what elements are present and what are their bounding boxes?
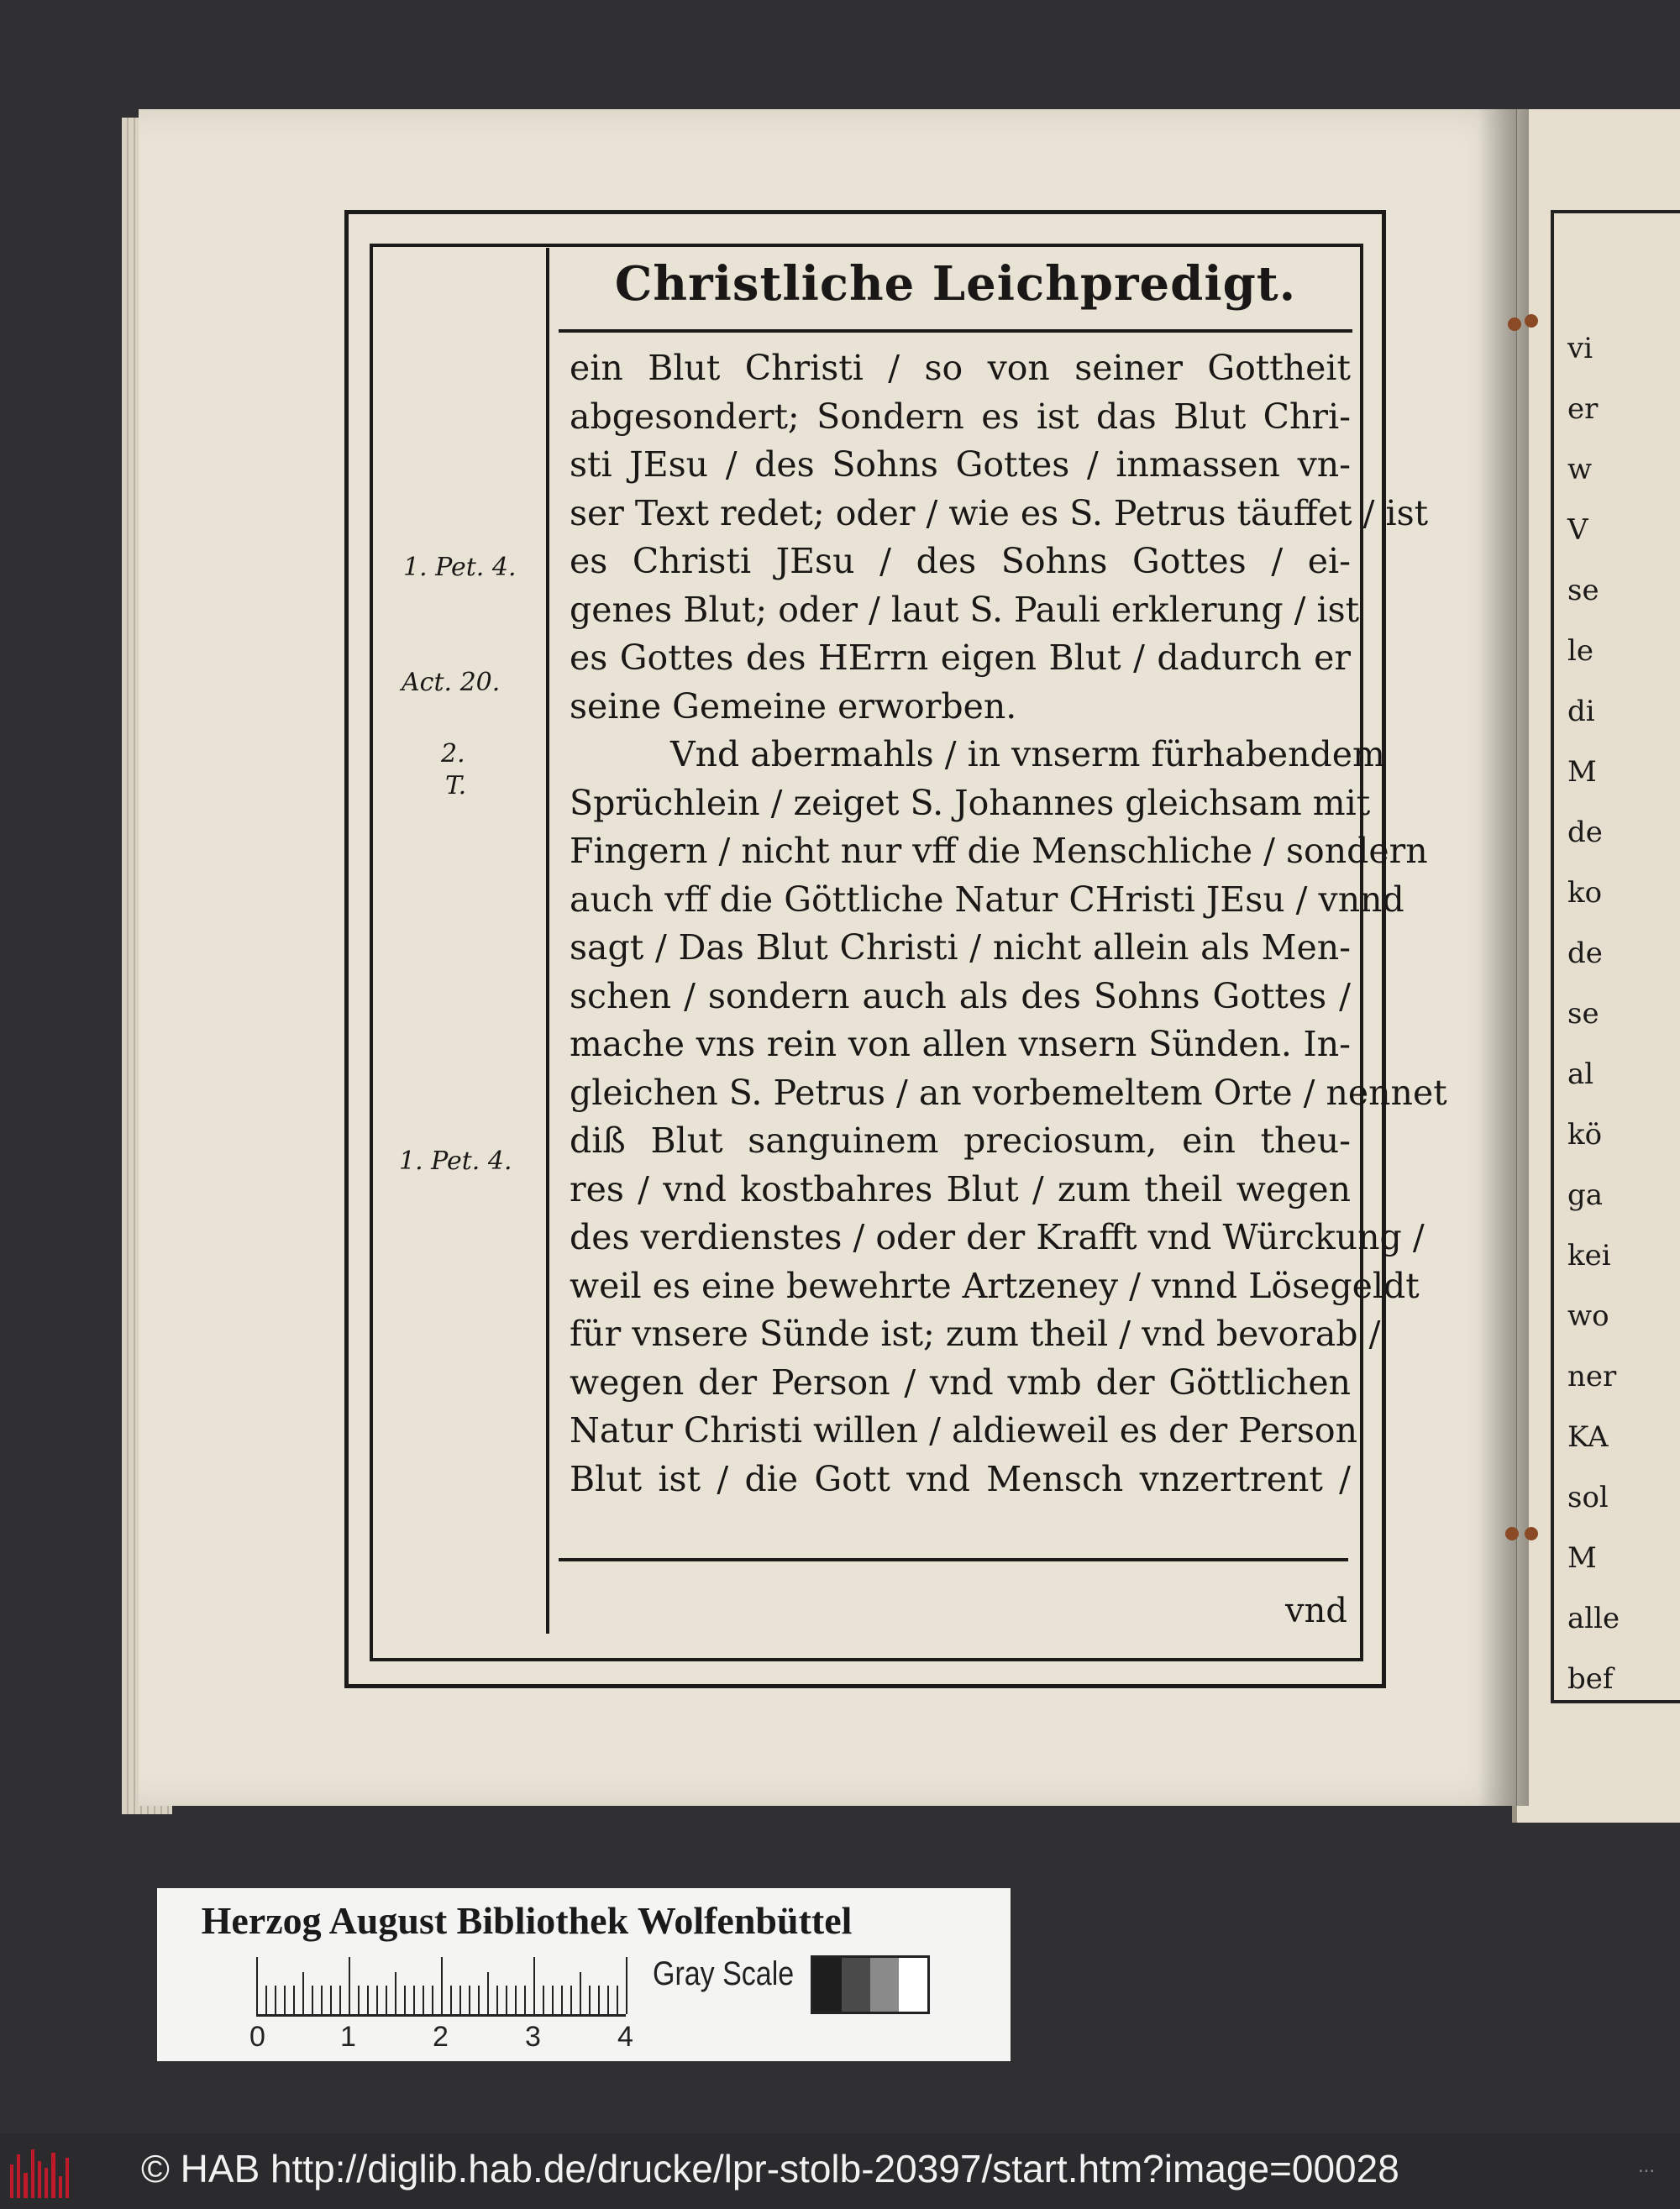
- ruler-tick: [617, 1986, 618, 2014]
- text-line: sti JEsu / des Sohns Gottes / inmassen vn-: [570, 444, 1351, 485]
- facing-page-fragment: se: [1567, 574, 1599, 607]
- facing-page-fragment: al: [1567, 1057, 1594, 1091]
- ruler-tick: [349, 1957, 350, 2014]
- gutter-shadow: [1478, 109, 1529, 1806]
- text-line: für vnsere Sünde ist; zum theil / vnd bevorab /: [570, 1314, 1381, 1354]
- ruler-tick: [321, 1986, 323, 2014]
- gray-patch: [842, 1958, 870, 2012]
- facing-page-fragment: M: [1567, 1541, 1597, 1575]
- logo-bar: [59, 2176, 62, 2198]
- ruler-tick: [543, 1986, 544, 2014]
- ruler-number: 0: [249, 2021, 265, 2053]
- facing-page-fragment: de: [1567, 816, 1603, 849]
- text-line: Fingern / nicht nur vff die Menschliche / sondern: [570, 831, 1428, 871]
- ruler-number: 2: [433, 2021, 449, 2053]
- ruler-tick: [386, 1986, 387, 2014]
- margin-column-rule: [546, 248, 549, 1634]
- body-text: [570, 344, 1447, 1503]
- facing-page: [1512, 109, 1680, 1823]
- marginal-note: 1. Pet. 4.: [403, 553, 517, 582]
- ruler-tick: [367, 1986, 369, 2014]
- ruler-tick: [515, 1986, 517, 2014]
- ruler-tick: [432, 1986, 433, 2014]
- ruler-number: 4: [617, 2021, 633, 2053]
- ruler-tick: [506, 1986, 507, 2014]
- hab-logo-icon: [10, 2149, 69, 2198]
- facing-page-fragment: bef: [1567, 1662, 1614, 1696]
- catchword: vnd: [1285, 1592, 1347, 1630]
- ruler-tick: [598, 1986, 600, 2014]
- text-line: seine Gemeine erworben.: [570, 685, 1017, 727]
- text-line: es Gottes des HErrn eigen Blut / dadurch er: [570, 638, 1351, 678]
- stain-mark: [1525, 1527, 1538, 1540]
- text-line: genes Blut; oder / laut S. Pauli erklerung / ist: [570, 589, 1360, 630]
- facing-page-fragment: de: [1567, 937, 1603, 970]
- ruler-tick: [496, 1986, 498, 2014]
- facing-page-fragment: wo: [1567, 1299, 1609, 1333]
- gray-patch: [899, 1958, 927, 2012]
- text-line: ein Blut Christi / so von seiner Gottheit: [570, 348, 1351, 388]
- stain-mark: [1505, 1527, 1519, 1540]
- ruler-tick: [450, 1986, 452, 2014]
- ruler-tick: [339, 1986, 341, 2014]
- text-line: schen / sondern auch als des Sohns Gottes /: [570, 975, 1351, 1016]
- more-dots: ...: [1638, 2154, 1656, 2177]
- copyright-url[interactable]: © HAB http://diglib.hab.de/drucke/lpr-stolb-20397/start.htm?image=00028: [141, 2147, 1399, 2191]
- ruler-tick: [293, 1986, 295, 2014]
- ruler-tick: [487, 1972, 489, 2014]
- text-line: ser Text redet; oder / wie es S. Petrus täuffet / ist: [570, 492, 1429, 533]
- facing-page-fragment: kö: [1567, 1118, 1603, 1152]
- text-line: Vnd abermahls / in vnserm fürhabendem: [670, 734, 1385, 774]
- ruler-tick: [469, 1986, 470, 2014]
- text-line: res / vnd kostbahres Blut / zum theil wegen: [570, 1168, 1351, 1209]
- ruler-tick: [552, 1986, 554, 2014]
- logo-bar: [17, 2154, 20, 2198]
- gray-scale-patches: [811, 1955, 930, 2014]
- facing-page-fragment: w: [1567, 453, 1593, 486]
- ruler-tick: [284, 1986, 286, 2014]
- text-line: auch vff die Göttliche Natur CHristi JEsu / vnnd: [570, 879, 1404, 920]
- facing-page-fragment: alle: [1567, 1602, 1620, 1635]
- facing-page-fragment: ko: [1567, 876, 1603, 910]
- ruler-tick: [626, 1957, 627, 2014]
- facing-page-fragment: V: [1567, 513, 1588, 547]
- logo-bar: [51, 2153, 55, 2198]
- ruler-tick: [533, 1957, 535, 2014]
- color-reference-card: [157, 1888, 1011, 2061]
- text-line: mache vns rein von allen vnsern Sünden. In-: [570, 1024, 1351, 1064]
- text-line: Sprüchlein / zeiget S. Johannes gleichsam mit: [570, 782, 1371, 823]
- facing-page-fragment: ner: [1567, 1360, 1617, 1393]
- ruler-tick: [265, 1986, 267, 2014]
- ruler-tick: [302, 1972, 304, 2014]
- ruler-tick: [589, 1986, 591, 2014]
- ruler-tick: [330, 1986, 332, 2014]
- text-line: des verdienstes / oder der Krafft vnd Würckung /: [570, 1217, 1425, 1257]
- footer-bar: [0, 2138, 1680, 2209]
- running-head: Christliche Leichpredigt.: [614, 256, 1297, 312]
- ruler-tick: [570, 1986, 572, 2014]
- ruler-tick: [275, 1986, 276, 2014]
- marginal-note: T.: [445, 771, 467, 800]
- logo-bar: [66, 2158, 69, 2198]
- ruler-tick: [607, 1986, 609, 2014]
- text-line: wegen der Person / vnd vmb der Göttlichen: [570, 1362, 1351, 1403]
- logo-bar: [24, 2173, 27, 2198]
- gray-patch: [870, 1958, 899, 2012]
- foot-rule: [559, 1558, 1348, 1561]
- stain-mark: [1508, 317, 1521, 331]
- facing-page-fragment: se: [1567, 997, 1599, 1031]
- facing-page-fragment: M: [1567, 755, 1597, 789]
- logo-bar: [10, 2164, 13, 2198]
- facing-page-fragment: di: [1567, 695, 1595, 728]
- marginal-note: 2.: [441, 739, 465, 769]
- ruler-tick: [376, 1986, 378, 2014]
- ruler-number: 1: [340, 2021, 356, 2053]
- ruler-tick: [441, 1957, 443, 2014]
- ruler-tick: [358, 1986, 360, 2014]
- institution-name: Herzog August Bibliothek Wolfenbüttel: [201, 1899, 853, 1942]
- ruler-number: 3: [525, 2021, 541, 2053]
- ruler-tick: [413, 1986, 415, 2014]
- ruler-tick: [312, 1986, 313, 2014]
- facing-page-fragment: er: [1567, 392, 1599, 426]
- marginal-note: Act. 20.: [402, 668, 501, 697]
- ruler-tick: [256, 1957, 258, 2014]
- gray-scale-label: Gray Scale: [653, 1955, 795, 1992]
- ruler-tick: [524, 1986, 526, 2014]
- facing-page-fragment: kei: [1567, 1239, 1611, 1272]
- text-line: gleichen S. Petrus / an vorbemeltem Orte / nennet: [570, 1072, 1447, 1113]
- text-line: sagt / Das Blut Christi / nicht allein als Men-: [570, 927, 1351, 968]
- facing-page-fragment: vi: [1567, 332, 1593, 365]
- ruler-tick: [404, 1986, 406, 2014]
- ruler-tick: [561, 1986, 563, 2014]
- ruler-tick: [459, 1986, 461, 2014]
- facing-page-fragment: sol: [1567, 1481, 1609, 1514]
- facing-page-fragment: ga: [1567, 1178, 1604, 1212]
- ruler-tick: [478, 1986, 480, 2014]
- logo-bar: [45, 2168, 48, 2198]
- ruler-tick: [423, 1986, 424, 2014]
- head-rule: [559, 329, 1352, 333]
- text-line: weil es eine bewehrte Artzeney / vnnd Lösegeldt: [570, 1265, 1420, 1306]
- logo-bar: [31, 2149, 34, 2198]
- text-line: diß Blut sanguinem preciosum, ein theu-: [570, 1120, 1351, 1161]
- gray-patch: [813, 1958, 842, 2012]
- text-line: abgesondert; Sondern es ist das Blut Chri-: [570, 396, 1351, 437]
- logo-bar: [38, 2161, 41, 2198]
- marginal-note: 1. Pet. 4.: [399, 1146, 512, 1176]
- text-line: Natur Christi willen / aldieweil es der Person: [570, 1410, 1357, 1451]
- ruler-tick: [395, 1972, 396, 2014]
- facing-page-fragment: KA: [1567, 1420, 1609, 1454]
- ruler: [256, 1955, 626, 2017]
- ruler-tick: [580, 1972, 581, 2014]
- text-line: Blut ist / die Gott vnd Mensch vnzertrent /: [570, 1458, 1351, 1499]
- facing-page-fragment: le: [1567, 634, 1593, 668]
- text-line: es Christi JEsu / des Sohns Gottes / ei-: [570, 541, 1351, 581]
- stain-mark: [1525, 314, 1538, 328]
